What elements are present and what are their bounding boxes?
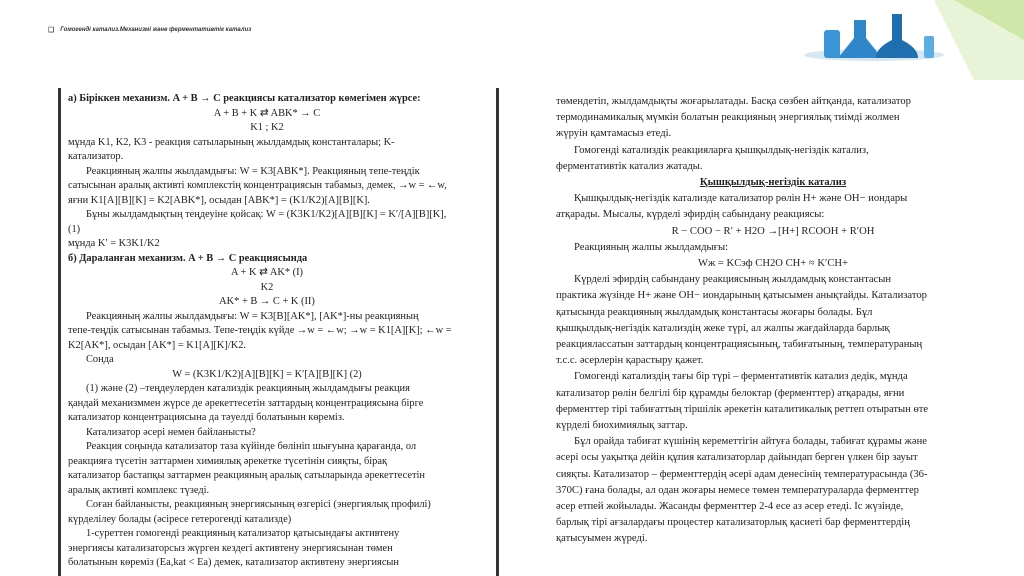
text-line: тепе-теңдік сатысынан табамыз. Тепе-теңдік күйде →w = ←w; →w = K1[A][K]; ←w =: [68, 325, 452, 336]
text-line: Реакцияның жалпы жылдамдығы: W = K3[B][AK*], [AK*]-ны реакцияның: [86, 310, 419, 322]
text-line: Реакцияның жалпы жылдамдығы:: [574, 241, 729, 253]
text-line: K2[AK*], осыдан [AK*] = K1[A][K]/K2.: [68, 339, 247, 351]
text-line: атқарады. Мысалы, күрделі эфирдің сабындану реакциясы:: [556, 209, 825, 221]
text-line: W = (K3K1/K2)[A][B][K] = K′[A][B][K] (2): [172, 368, 362, 380]
laboratory-glassware-image: [784, 0, 1024, 80]
text-line: реакцияға түсетін заттармен химиялық әрекетке түсетінін сияқты, бірақ: [68, 455, 387, 467]
text-line: Реакцияның жалпы жылдамдығы: W = K3[ABK*]. Реакцияның тепе-теңдік: [86, 165, 420, 177]
equation-line: Wж = KCэф CH2O CH+ ≈ K′CH+: [697, 258, 849, 270]
text-line: қатысуымен жүреді.: [556, 533, 648, 545]
text-line: күрделі биохимиялық заттар.: [556, 420, 688, 432]
text-line: төмендетіп, жылдамдықты жоғарылатады. Басқа сөзбен айтқанда, катализатор: [556, 96, 911, 107]
text-line: болатынын көреміз (Ea,kat < Ea) демек, катализатор активтену энергиясын: [68, 557, 399, 568]
text-line: Гомогенді катализдің тағы бір түрі – ферментативтік катализ дедік, мұнда: [574, 371, 908, 383]
text-line: Соған байланысты, реакцияның энергиясының өзгерісі (энергиялық профилі): [86, 499, 431, 510]
text-line: A + K ⇄ AK* (I): [231, 267, 303, 278]
text-line: K1 ; K2: [250, 122, 284, 133]
text-line: практика жүзінде H+ және OH− иондарының қатысымен анықтайды. Катализатор: [556, 290, 927, 302]
text-line: катализатор концентрациясына да тәуелді болатынын көреміз.: [68, 412, 345, 423]
text-line: катализатор рөлін белгілі бір құрамды белоктар (ферменттер) атқарады, яғни: [556, 387, 905, 399]
text-line: Күрделі эфирдің сабындану реакциясының жылдамдық константасын: [574, 274, 892, 286]
text-line: сияқты. Катализатор – ферменттердің әсері адам денесінің температурасында (36-: [556, 468, 928, 480]
text-line: қандай механизммен жүрсе де әрекеттесетін заттардың концентрациясына бірге: [68, 397, 424, 409]
text-line: AK* + B → C + K (II): [219, 296, 315, 307]
text-line: 370С) ғана болады, ал одан жоғары немесе төмен температураларда ферменттер: [556, 484, 919, 496]
center-divider: [496, 88, 499, 576]
text-line: K2: [260, 281, 274, 293]
text-line: сатысынан аралық активті комплекстің концентрациясын табамыз, демек, →w = ←w,: [68, 180, 447, 191]
text-line: термодинамикалық мүмкін болатын реакцияның энергиялық тиімді жолмен: [556, 112, 900, 124]
text-line: әсер етпей жойылады. Жасанды ферменттер 2-4 есе аз әсер етеді. Іс жүзінде,: [556, 501, 904, 513]
text-line: (1) және (2) –теңдеулерден катализдік реакцияның жылдамдығы реакция: [86, 383, 410, 394]
text-line: Қышқылдық-негіздік катализде катализатор рөлін H+ және OH− иондары: [574, 193, 908, 205]
text-line: Бұны жылдамдықтың теңдеуіне қойсақ: W = (K3K1/K2)[A][B][K] = K′/[A][B][K],: [86, 209, 447, 220]
text-line: энергиясы катализаторсыз жүрген кездегі активтену энергиясынан төмен: [68, 542, 393, 554]
slide-title: [48, 26, 251, 34]
text-line: A + B + K ⇄ ABK* → C: [213, 107, 321, 119]
text-line: қатысында реакцияның жылдамдық константасы жоғары болады. Бұл: [556, 306, 873, 318]
text-line: катализатор.: [68, 151, 124, 162]
section-heading: Қышқылдық-негіздік катализ: [699, 177, 847, 189]
text-line: б) Дараланған механизм. A + B → C реакциясында: [68, 252, 308, 264]
text-line: (1): [68, 223, 81, 235]
text-line: катализатор бастапқы заттармен реакцияның аралық сатыларында әрекеттесетін: [68, 470, 425, 481]
bullet-icon: ❑: [48, 27, 55, 34]
text-line: Катализатор әсері немен байланысты?: [86, 426, 256, 438]
text-line: әсері осы уақытқа дейін құпия катализаторлар дайындап берген үлкен бір зауыт: [556, 452, 918, 464]
text-line: аралық активті комплекс түзеді.: [68, 484, 210, 496]
text-line: қышқылдық-негіздік катализдің жеке түрі, ал жалпы жағдайларда барлық: [556, 322, 890, 334]
text-line: ферменттер тірі табиғаттың тіршілік әрекетін каталитикалық реттеп отыратын өте: [556, 403, 929, 415]
text-line: жүруін қамтамасыз етеді.: [556, 128, 672, 140]
left-text-column: [68, 92, 466, 576]
text-line: а) Біріккен механизм. A + B → C реакциясы катализатор көмегімен жүрсе:: [68, 93, 421, 104]
text-line: мұнда K′ = K3K1/K2: [68, 238, 160, 249]
text-line: күрделілеу болады (әсіресе гетерогенді катализде): [68, 513, 292, 525]
left-divider: [58, 88, 61, 576]
text-line: 1-суреттен гомогенді реакцияның катализатор қатысындағы активтену: [86, 528, 400, 539]
text-line: Гомогенді катализдік реакцияларға қышқылдық-негіздік катализ,: [574, 144, 869, 156]
right-text-column: [556, 94, 990, 576]
equation-line: R − COO − R′ + H2O →[H+] RCOOH + R′OH: [671, 225, 875, 237]
text-line: ферментативтік катализ жатады.: [556, 160, 703, 172]
text-line: реакциялассатын заттардың концентрациясының, табиғатының, температураның: [556, 339, 923, 351]
text-line: Реакция соңында катализатор таза күйінде бөлініп шығуына қарағанда, ол: [86, 441, 417, 452]
text-line: барлық тірі ағзалардағы процестер катализаторлық қасиеті бар ферменттердің: [556, 517, 910, 529]
text-line: Бұл орайда табиғат күшінің кереметтігін айтуға болады, табиғат құрамы және: [574, 436, 927, 448]
text-line: т.с.с. әсерлерін қарастыру қажет.: [556, 355, 704, 367]
text-line: мұнда K1, K2, K3 - реакция сатыларының жылдамдық константалары; K-: [68, 136, 395, 148]
text-line: яғни K1[A][B][K] = K2[ABK*], осыдан [ABK*] = (K1/K2)[A][B][K].: [68, 194, 370, 206]
text-line: Сонда: [86, 354, 114, 365]
slide-title-text: Гомогенді катализ.Механизмі және ферментативтік катализ: [60, 27, 252, 33]
